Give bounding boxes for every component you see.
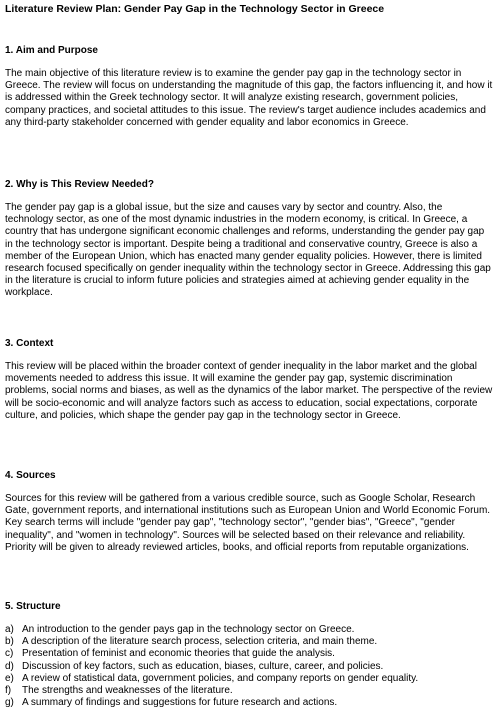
list-item — [5, 661, 493, 673]
section-sources — [5, 470, 493, 554]
section-why-needed — [5, 179, 493, 300]
section-paragraph: This review will be placed within the broader context of gender inequality in the labor market and the global movements needed to address this issue. It will examine the gender pay gap, systemic discrimination problems, social norms and biases, as well as the dynamics of the labor market. The perspective of the review will be socio-economic and will analyze factors such as access to education, social expectations, corporate culture, and policies, which shape the gender pay gap in the technology sector in Greece. — [5, 361, 493, 421]
section-context — [5, 338, 493, 422]
list-item — [5, 685, 493, 697]
list-item — [5, 697, 493, 709]
document-title: Literature Review Plan: Gender Pay Gap in the Technology Sector in Greece — [5, 3, 385, 15]
list-marker: e) — [5, 672, 14, 684]
list-item — [5, 648, 493, 660]
list-marker: g) — [5, 697, 14, 709]
structure-list — [5, 624, 493, 709]
list-marker: d) — [5, 660, 14, 672]
list-item — [5, 636, 493, 648]
list-item — [5, 624, 493, 636]
section-paragraph: The gender pay gap is a global issue, but the size and causes vary by sector and country. Also, the technology sector, as one of the most dynamic industries in the modern economy, is critical. In Greece, a country that has undergone significant economic challenges and reforms, understanding the gender pay gap in the technology sector is important. Despite being a traditional and conservative country, Greece is also a member of the European Union, which has enacted many gender equality policies. However, there is limited research focused specifically on gender inequality within the technology sector in Greece. Addressing this gap in the literature is crucial to inform future policies and strategies aimed at achieving gender equality in the workplace. — [5, 202, 491, 299]
section-structure — [5, 601, 493, 709]
list-item-text: A review of statistical data, government policies, and company reports on gender equality. — [22, 672, 419, 684]
list-marker: f) — [5, 685, 12, 697]
list-item — [5, 673, 493, 685]
section-heading: 4. Sources — [5, 470, 56, 481]
section-heading: 3. Context — [5, 338, 54, 349]
list-marker: c) — [5, 648, 14, 660]
section-heading: 1. Aim and Purpose — [5, 45, 98, 56]
list-item-text: The strengths and weaknesses of the literature. — [22, 685, 233, 697]
list-marker: a) — [5, 624, 14, 635]
section-heading: 2. Why is This Review Needed? — [5, 179, 154, 190]
section-heading: 5. Structure — [5, 601, 61, 612]
section-paragraph: Sources for this review will be gathered from a various credible source, such as Google Scholar, Research Gate, government reports, and international institutions such as European Union and World Economic Forum. Key search terms will include "gender pay gap", "technology sector", "gender bias", "Greece", "gender inequality", and "women in technology". Sources will be selected based on their relevance and reliability. Priority will be given to already reviewed articles, books, and official reports from reputable organizations. — [5, 493, 491, 553]
section-aim-and-purpose — [5, 45, 493, 129]
list-item-text: A description of the literature search process, selection criteria, and main theme. — [22, 636, 378, 648]
document-page — [5, 3, 493, 709]
list-item-text: Discussion of key factors, such as education, biases, culture, career, and policies. — [22, 660, 384, 672]
list-marker: b) — [5, 636, 14, 648]
list-item-text: A summary of findings and suggestions for future research and actions. — [22, 697, 338, 709]
list-item-text: An introduction to the gender pays gap in the technology sector on Greece. — [22, 624, 355, 635]
section-paragraph: The main objective of this literature review is to examine the gender pay gap in the technology sector in Greece. The review will focus on understanding the magnitude of this gap, the factors influencing it, and how it is addressed within the Greek technology sector. It will analyze existing research, government policies, company practices, and societal attitudes to this issue. The review's target audience includes academics and any third-party stakeholder concerned with gender equality and labor economics in Greece. — [5, 68, 493, 128]
list-item-text: Presentation of feminist and economic theories that guide the analysis. — [22, 648, 335, 660]
